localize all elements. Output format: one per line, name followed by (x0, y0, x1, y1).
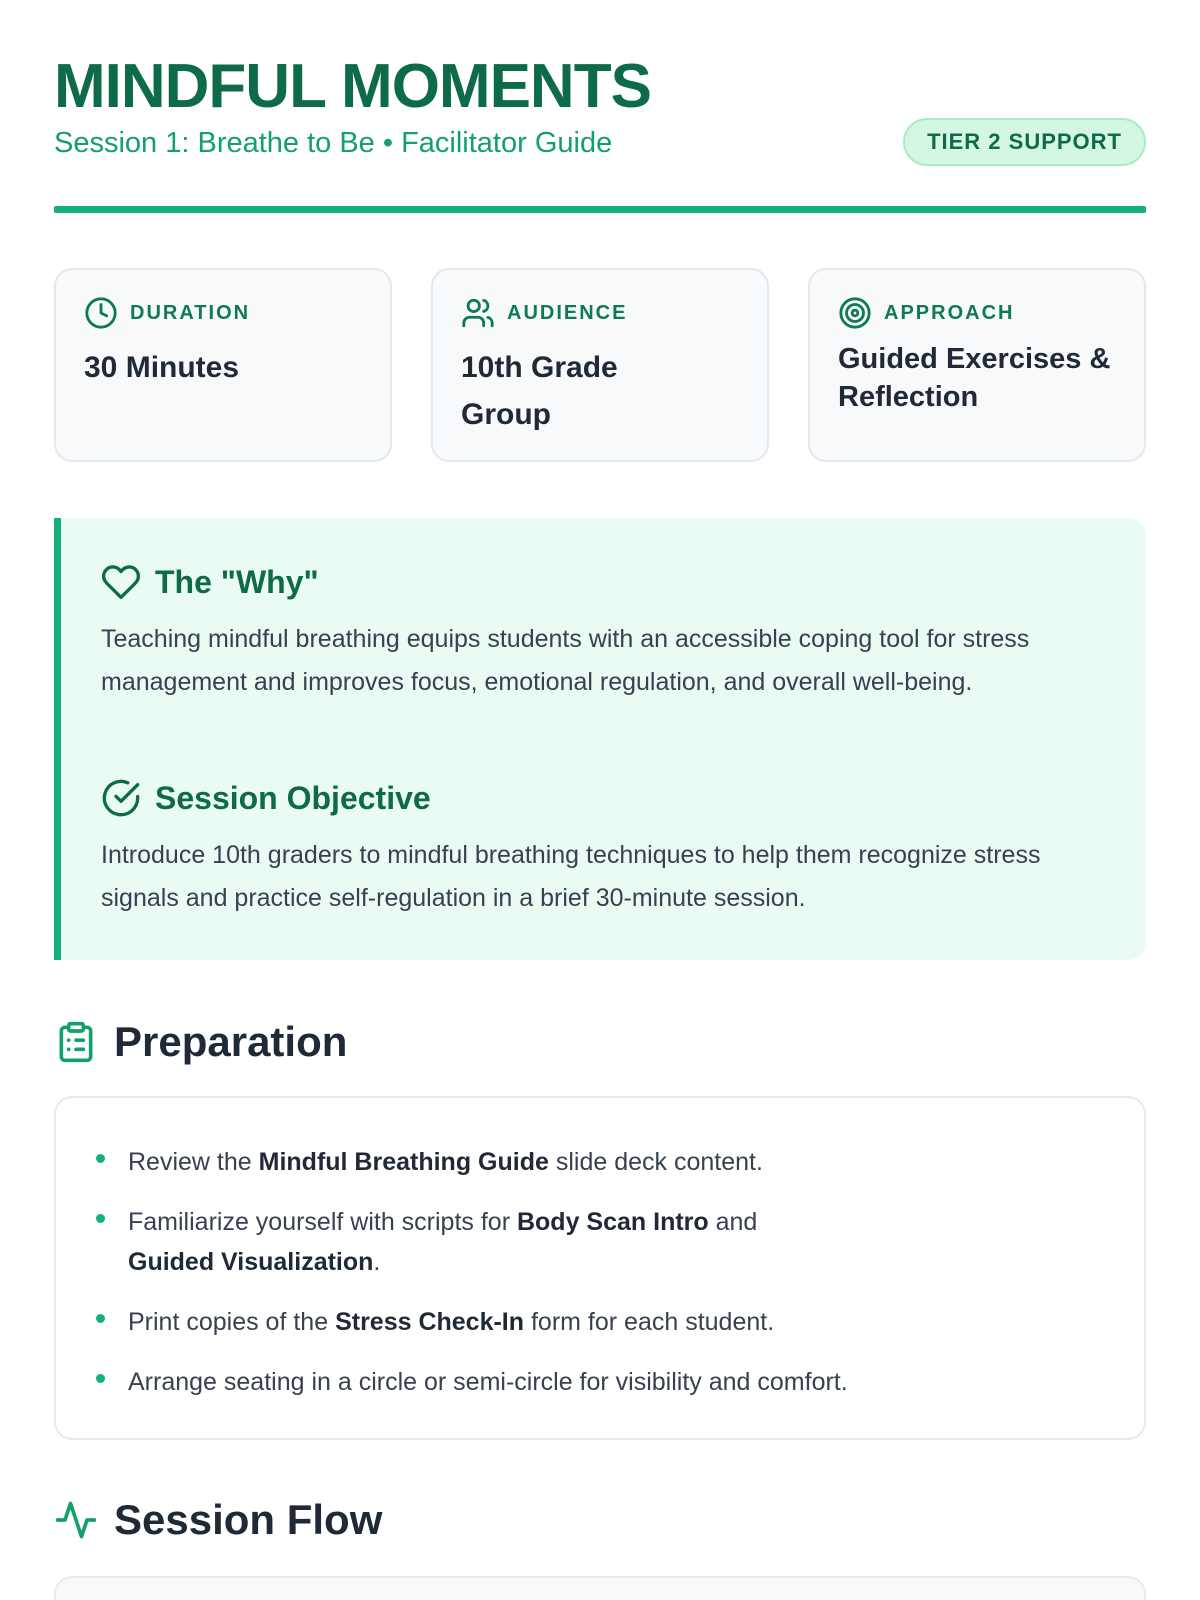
list-item: Review the Mindful Breathing Guide slide deck content. (96, 1142, 1096, 1182)
audience-label: AUDIENCE (507, 301, 628, 324)
check-circle-icon (101, 778, 141, 818)
audience-value: 10th Grade Group (461, 351, 618, 431)
clipboard-list-icon (54, 1020, 98, 1064)
audience-card (431, 268, 769, 462)
page-title: MINDFUL MOMENTS (54, 52, 651, 121)
duration-label: DURATION (130, 301, 251, 324)
why-panel (54, 518, 1146, 960)
approach-value: Guided Exercises & Reflection (838, 343, 1111, 413)
bullet (96, 1314, 105, 1323)
facilitator-guide-page (54, 0, 1146, 1543)
info-cards (54, 268, 1146, 462)
list-item: Print copies of the Stress Check-In form for each student. (96, 1302, 1096, 1342)
preparation-panel (54, 1096, 1146, 1440)
approach-card (808, 268, 1146, 462)
bullet (96, 1154, 105, 1163)
page-subtitle: Session 1: Breathe to Be • Facilitator Guide (54, 127, 613, 159)
clock-icon (84, 296, 118, 330)
preparation-list (96, 1142, 1096, 1422)
list-item: Arrange seating in a circle or semi-circle for visibility and comfort. (96, 1362, 1096, 1402)
objective-heading: Session Objective (155, 779, 431, 816)
header (54, 0, 1146, 214)
objective-text: Introduce 10th graders to mindful breathing techniques to help them recognize stress signals and practice self-regulation in a brief 30-minute session. (101, 841, 1041, 912)
users-icon (461, 296, 495, 330)
why-text: Teaching mindful breathing equips students with an accessible coping tool for stress management and improves focus, emotional regulation, and overall well-being. (101, 625, 1030, 696)
duration-value: 30 Minutes (84, 351, 240, 384)
activity-icon (54, 1498, 98, 1542)
session-flow-header (54, 1496, 382, 1544)
list-item: Familiarize yourself with scripts for Body Scan Intro and Guided Visualization. (96, 1202, 1096, 1282)
target-icon (838, 296, 872, 330)
tier-badge: TIER 2 SUPPORT (903, 118, 1146, 166)
bullet (96, 1214, 105, 1223)
approach-label: APPROACH (884, 301, 1015, 324)
session-flow-panel (54, 1576, 1146, 1600)
preparation-heading: Preparation (114, 1018, 348, 1065)
why-heading: The "Why" (155, 563, 319, 600)
session-flow-heading: Session Flow (114, 1496, 383, 1543)
preparation-header (54, 1018, 347, 1066)
header-divider (54, 206, 1146, 213)
duration-card (54, 268, 392, 462)
bullet (96, 1374, 105, 1383)
heart-icon (101, 562, 141, 602)
